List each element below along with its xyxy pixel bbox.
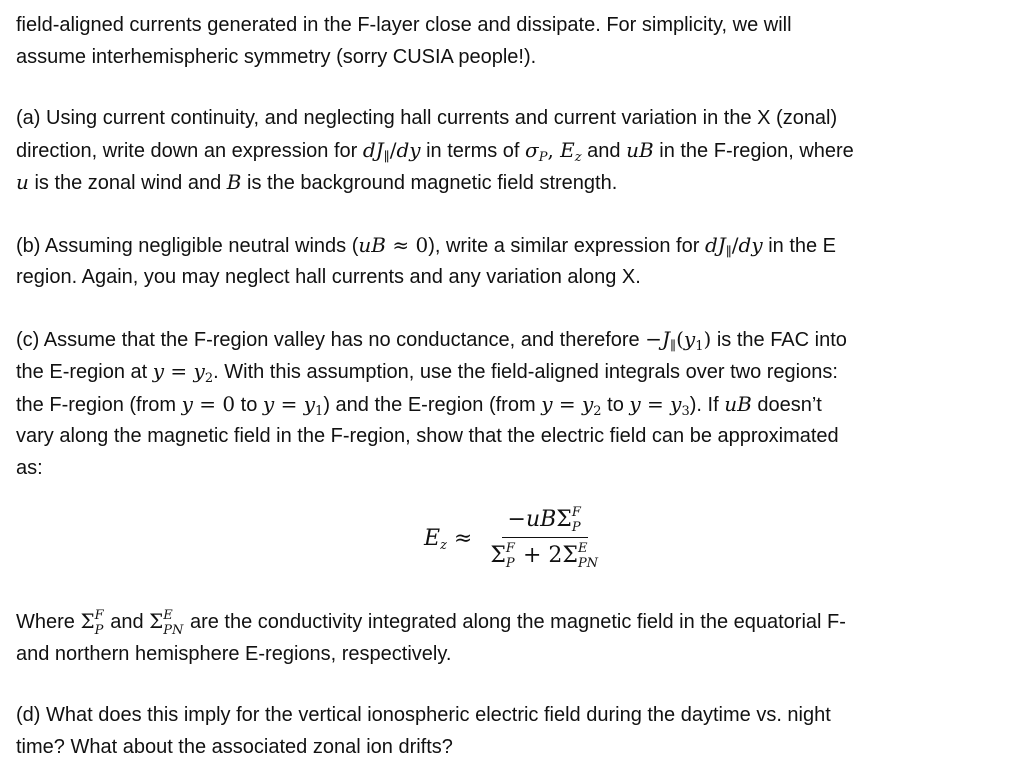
- part-b-line-2: region. Again, you may neglect hall currents and any variation along X.: [16, 266, 641, 288]
- part-c-line-1: (c) Assume that the F-region valley has no conductance, and therefore $-J_\parallel(y_1)$ is the FAC into: [16, 326, 847, 354]
- equation-fraction: [484, 505, 605, 572]
- electric-field-equation: $E_z$ ≈ −uBΣ F P Σ F P + 2Σ E PN: [424, 506, 605, 569]
- where-line-1: Where Σ F P and Σ E PN are the conductivity integrated along the magnetic field in the equatorial F-: [16, 607, 846, 638]
- intro-line-2: assume interhemispheric symmetry (sorry CUSIA people!).: [16, 45, 537, 68]
- part-a-line-2: direction, write down an expression for $dJ_\parallel/dy$ in terms of $\sigma_P$, $E_z$ and uB in the F-region, where: [16, 137, 854, 165]
- where-line-2: and northern hemisphere E-regions, respectively.: [16, 642, 452, 665]
- equation-denominator: Σ F P + 2Σ E PN: [490, 541, 599, 572]
- part-d-line-1: (d) What does this imply for the vertical ionospheric electric field during the daytime vs. night: [16, 704, 831, 726]
- part-c-line-2: the E-region at $y = y_2$. With this assumption, use the field-aligned integrals over two regions:: [16, 359, 838, 386]
- intro-line-1: field-aligned currents generated in the F-layer close and dissipate. For simplicity, we will: [16, 14, 792, 36]
- part-a-line-3: u is the zonal wind and B is the background magnetic field strength.: [16, 170, 618, 194]
- part-b-line-1: (b) Assuming negligible neutral winds (uB ≈ 0), write a similar expression for $dJ_\parallel/dy$ in the E: [16, 232, 837, 260]
- equation-numerator: −uBΣ F P: [502, 506, 588, 538]
- part-d-line-2: time? What about the associated zonal ion drifts?: [16, 735, 453, 758]
- part-c-line-4: vary along the magnetic field in the F-region, show that the electric field can be approximated: [16, 425, 839, 447]
- part-c-line-5: as:: [16, 456, 43, 479]
- document-page: [16, 10, 1011, 763]
- part-c-line-3: the F-region (from y = 0 to $y = y_1$) and the E-region (from $y = y_2$ to $y = y_3$). If uB doesn’t: [16, 391, 822, 419]
- part-a-line-1: (a) Using current continuity, and neglecting hall currents and current variation in the X (zonal): [16, 107, 838, 129]
- equation-block: [16, 500, 1011, 600]
